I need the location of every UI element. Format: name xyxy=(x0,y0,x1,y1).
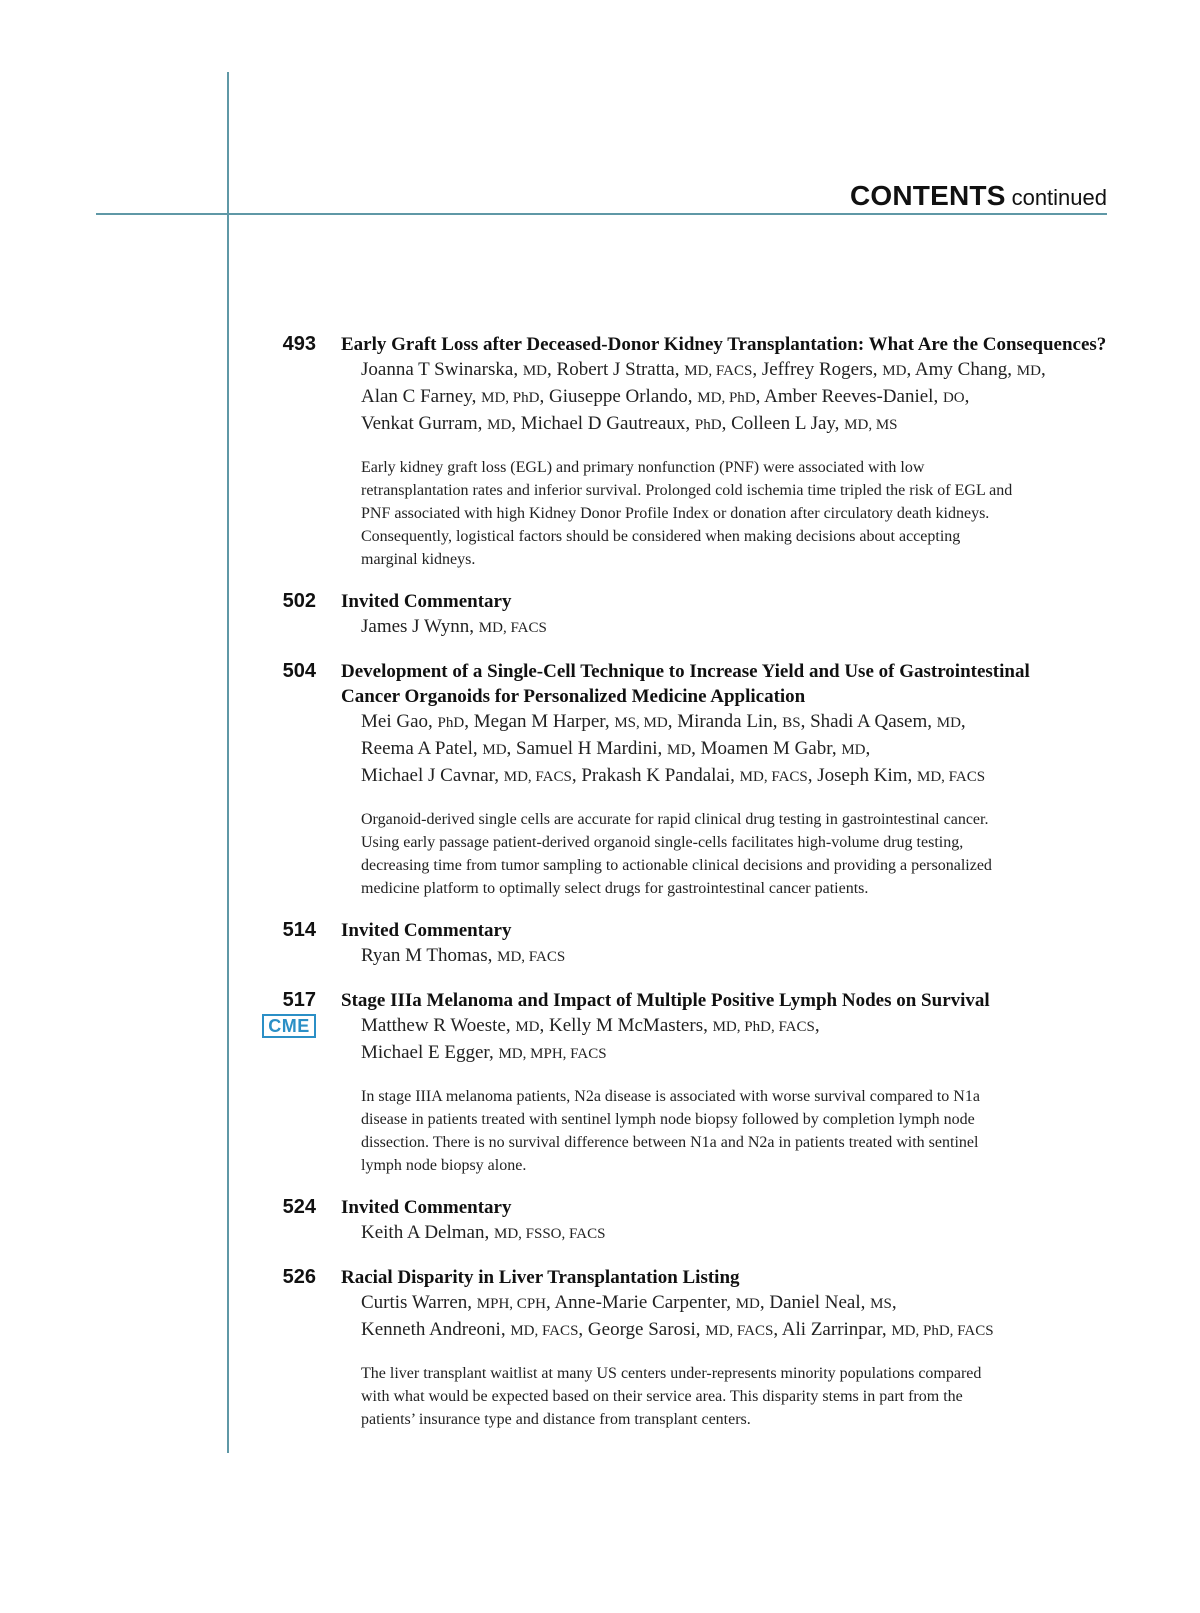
article-abstract xyxy=(361,1362,1101,1431)
author-line: Ryan M Thomas, MD, FACS xyxy=(361,945,566,966)
abstract-line: medicine platform to optimally select drugs for gastrointestinal cancer patients. xyxy=(361,880,869,897)
abstract-line: marginal kidneys. xyxy=(361,551,476,568)
author-name: Shadi A Qasem xyxy=(810,711,928,732)
page-number: 502 xyxy=(282,590,316,612)
author-name: Kenneth Andreoni xyxy=(361,1319,501,1340)
abstract-line: Consequently, logistical factors should be considered when making decisions about accepting xyxy=(361,528,961,545)
author-name: Curtis Warren xyxy=(361,1292,468,1313)
contents-entry xyxy=(0,988,1200,1177)
author-name: Samuel H Mardini xyxy=(516,738,658,759)
page-number: 504 xyxy=(282,660,316,682)
author-degree: MD, FSSO, FACS xyxy=(493,1226,606,1242)
contents-entry xyxy=(0,918,1200,970)
author-degree: MD xyxy=(487,417,512,433)
article-title[interactable] xyxy=(341,332,1121,357)
author-line: Venkat Gurram, MD, Michael D Gautreaux, PhD, Colleen L Jay, MD, MS xyxy=(361,413,898,434)
author-name: Joseph Kim xyxy=(817,765,908,786)
article-title[interactable] xyxy=(341,589,1121,614)
abstract-line: dissection. There is no survival difference between N1a and N2a in patients treated with sentinel xyxy=(361,1134,979,1151)
title-line: Stage IIIa Melanoma and Impact of Multiple Positive Lymph Nodes on Survival xyxy=(341,990,990,1011)
author-degree: DO xyxy=(942,390,965,406)
article-title[interactable] xyxy=(341,659,1121,709)
author-degree: PhD xyxy=(437,715,465,731)
abstract-line: lymph node biopsy alone. xyxy=(361,1157,527,1174)
author-degree: BS xyxy=(782,715,801,731)
author-name: Alan C Farney xyxy=(361,386,472,407)
author-degree: MPH, CPH xyxy=(476,1296,546,1312)
author-list xyxy=(361,1220,1121,1247)
author-name: George Sarosi xyxy=(587,1319,696,1340)
title-line: Early Graft Loss after Deceased-Donor Kidney Transplantation: What Are the Consequences? xyxy=(341,334,1107,355)
author-degree: MD, PhD xyxy=(481,390,540,406)
author-name: Matthew R Woeste xyxy=(361,1015,506,1036)
author-line: Reema A Patel, MD, Samuel H Mardini, MD, Moamen M Gabr, MD, xyxy=(361,738,871,759)
contents-list xyxy=(0,332,1200,1449)
author-name: Robert J Stratta xyxy=(556,359,675,380)
contents-entry xyxy=(0,1265,1200,1431)
author-degree: MD xyxy=(522,363,548,379)
author-line: James J Wynn, MD, FACS xyxy=(361,616,547,637)
author-line: Mei Gao, PhD, Megan M Harper, MS, MD, Miranda Lin, BS, Shadi A Qasem, MD, xyxy=(361,711,966,732)
header-title: CONTENTS xyxy=(849,180,1006,211)
contents-entry xyxy=(0,659,1200,900)
title-line: Cancer Organoids for Personalized Medicine Application xyxy=(341,686,806,707)
contents-entry xyxy=(0,589,1200,641)
author-list xyxy=(361,614,1121,641)
title-line: Invited Commentary xyxy=(341,920,512,941)
author-degree: PhD xyxy=(694,417,722,433)
author-degree: MS xyxy=(870,1296,892,1312)
abstract-line: Using early passage patient-derived organoid single-cells facilitates high-volume drug testing, xyxy=(361,834,964,851)
article-abstract xyxy=(361,808,1101,900)
author-degree: MD, FACS xyxy=(503,769,572,785)
author-name: Moamen M Gabr xyxy=(700,738,832,759)
page-number: 493 xyxy=(282,333,316,355)
author-degree: MD, PhD, FACS xyxy=(891,1323,994,1339)
author-degree: MD xyxy=(936,715,961,731)
cme-badge: CME xyxy=(262,1014,316,1038)
author-name: Prakash K Pandalai xyxy=(581,765,731,786)
author-degree: MD, MS xyxy=(844,417,898,433)
page-number: 517 xyxy=(282,989,316,1011)
author-list xyxy=(361,1290,1121,1344)
author-name: Ali Zarrinpar xyxy=(781,1319,882,1340)
page-number: 524 xyxy=(282,1196,316,1218)
author-name: Venkat Gurram xyxy=(361,413,478,434)
author-line: Alan C Farney, MD, PhD, Giuseppe Orlando, MD, PhD, Amber Reeves-Daniel, DO, xyxy=(361,386,970,407)
author-name: Keith A Delman xyxy=(361,1222,485,1243)
author-name: Michael E Egger xyxy=(361,1042,489,1063)
author-degree: MD, FACS xyxy=(705,1323,774,1339)
article-abstract xyxy=(361,456,1101,571)
author-degree: MD, FACS xyxy=(478,620,547,636)
abstract-line: with what would be expected based on their service area. This disparity stems in part from the xyxy=(361,1388,963,1405)
article-title[interactable] xyxy=(341,988,1121,1013)
title-line: Invited Commentary xyxy=(341,1197,512,1218)
author-name: James J Wynn xyxy=(361,616,470,637)
article-title[interactable] xyxy=(341,918,1121,943)
author-degree: MD, FACS xyxy=(497,949,566,965)
abstract-line: In stage IIIA melanoma patients, N2a disease is associated with worse survival compared to N1a xyxy=(361,1088,980,1105)
author-name: Amy Chang xyxy=(914,359,1008,380)
author-degree: MD xyxy=(735,1296,760,1312)
author-degree: MS, MD xyxy=(614,715,668,731)
abstract-line: disease in patients treated with sentinel lymph node biopsy followed by completion lymph node xyxy=(361,1111,975,1128)
author-degree: MD, FACS xyxy=(739,769,808,785)
author-line: Joanna T Swinarska, MD, Robert J Stratta, MD, FACS, Jeffrey Rogers, MD, Amy Chang, MD, xyxy=(361,359,1046,380)
author-degree: MD, MPH, FACS xyxy=(498,1046,607,1062)
author-degree: MD, PhD, FACS xyxy=(712,1019,815,1035)
contents-entry xyxy=(0,1195,1200,1247)
author-name: Joanna T Swinarska xyxy=(361,359,514,380)
author-line: Keith A Delman, MD, FSSO, FACS xyxy=(361,1222,606,1243)
author-line: Curtis Warren, MPH, CPH, Anne-Marie Carpenter, MD, Daniel Neal, MS, xyxy=(361,1292,897,1313)
author-name: Kelly M McMasters xyxy=(549,1015,704,1036)
title-line: Racial Disparity in Liver Transplantation Listing xyxy=(341,1267,740,1288)
article-title[interactable] xyxy=(341,1265,1121,1290)
abstract-line: Early kidney graft loss (EGL) and primary nonfunction (PNF) were associated with low xyxy=(361,459,925,476)
author-degree: MD xyxy=(482,742,507,758)
abstract-line: decreasing time from tumor sampling to actionable clinical decisions and providing a personalized xyxy=(361,857,992,874)
author-name: Michael J Cavnar xyxy=(361,765,495,786)
abstract-line: retransplantation rates and inferior survival. Prolonged cold ischemia time tripled the risk of EGL and xyxy=(361,482,1013,499)
author-name: Jeffrey Rogers xyxy=(761,359,873,380)
abstract-line: patients’ insurance type and distance from transplant centers. xyxy=(361,1411,751,1428)
author-line: Michael J Cavnar, MD, FACS, Prakash K Pandalai, MD, FACS, Joseph Kim, MD, FACS xyxy=(361,765,986,786)
author-name: Reema A Patel xyxy=(361,738,473,759)
horizontal-rule xyxy=(96,213,1107,215)
author-degree: MD, PhD xyxy=(697,390,756,406)
author-name: Miranda Lin xyxy=(677,711,773,732)
author-list xyxy=(361,709,1121,790)
page-number: 514 xyxy=(282,919,316,941)
abstract-line: The liver transplant waitlist at many US centers under-represents minority populations compared xyxy=(361,1365,982,1382)
page-header xyxy=(850,180,1107,212)
author-degree: MD xyxy=(515,1019,540,1035)
author-degree: MD xyxy=(841,742,866,758)
author-degree: MD xyxy=(666,742,692,758)
author-name: Ryan M Thomas xyxy=(361,945,488,966)
author-degree: MD, FACS xyxy=(917,769,986,785)
page-number: 526 xyxy=(282,1266,316,1288)
author-line: Matthew R Woeste, MD, Kelly M McMasters, MD, PhD, FACS, xyxy=(361,1015,820,1036)
article-abstract xyxy=(361,1085,1101,1177)
author-degree: MD, FACS xyxy=(510,1323,579,1339)
title-line: Development of a Single-Cell Technique to Increase Yield and Use of Gastrointestinal xyxy=(341,661,1030,682)
title-line: Invited Commentary xyxy=(341,591,512,612)
author-name: Colleen L Jay xyxy=(731,413,835,434)
author-name: Daniel Neal xyxy=(769,1292,861,1313)
contents-entry xyxy=(0,332,1200,571)
author-line: Michael E Egger, MD, MPH, FACS xyxy=(361,1042,607,1063)
author-list xyxy=(361,1013,1121,1067)
author-name: Megan M Harper xyxy=(473,711,605,732)
author-line: Kenneth Andreoni, MD, FACS, George Sarosi, MD, FACS, Ali Zarrinpar, MD, PhD, FACS xyxy=(361,1319,994,1340)
author-name: Anne-Marie Carpenter xyxy=(554,1292,727,1313)
author-name: Amber Reeves-Daniel xyxy=(764,386,934,407)
author-degree: MD, FACS xyxy=(684,363,753,379)
author-name: Mei Gao xyxy=(361,711,429,732)
author-list xyxy=(361,943,1121,970)
author-list xyxy=(361,357,1121,438)
author-name: Michael D Gautreaux xyxy=(520,413,686,434)
abstract-line: Organoid-derived single cells are accurate for rapid clinical drug testing in gastrointestinal cancer. xyxy=(361,811,989,828)
article-title[interactable] xyxy=(341,1195,1121,1220)
author-name: Giuseppe Orlando xyxy=(549,386,688,407)
author-degree: MD xyxy=(1016,363,1041,379)
abstract-line: PNF associated with high Kidney Donor Profile Index or donation after circulatory death kidneys. xyxy=(361,505,990,522)
author-degree: MD xyxy=(882,363,907,379)
header-subtitle: continued xyxy=(1011,185,1107,210)
